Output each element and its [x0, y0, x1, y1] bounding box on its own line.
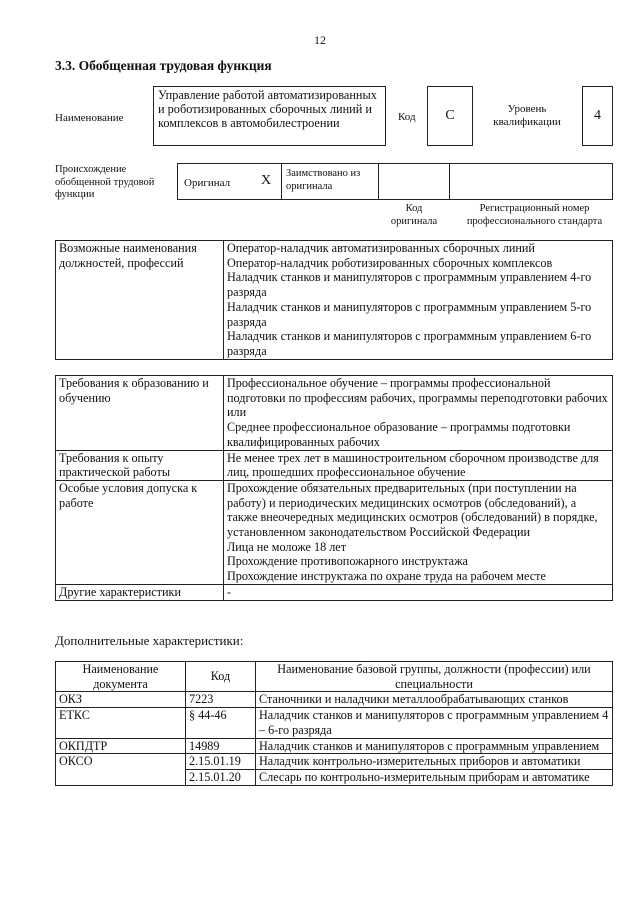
table-row	[56, 738, 613, 754]
position-item: Наладчик станков и манипуляторов с программным управлением 6-го разряда	[227, 329, 592, 358]
name-value: Управление работой автоматизированных и роботизированных сборочных линий и комплексов в автомобилестроении	[153, 86, 386, 146]
original-label: Оригинал	[184, 177, 231, 189]
name-cell: Наладчик станков и манипуляторов с программным управлением 4 – 6-го разряда	[256, 708, 613, 738]
experience-value	[224, 450, 613, 480]
text-line: Не менее трех лет в машиностроительном сборочном производстве для лиц, прошедших профессиональное обучение	[227, 450, 599, 480]
code-value: C	[427, 86, 473, 146]
additional-caption: Дополнительные характеристики:	[55, 633, 244, 648]
name-cell: Наладчик контрольно-измерительных приборов и автоматики	[256, 754, 613, 770]
table-row	[56, 754, 613, 770]
experience-label: Требования к опыту практической работы	[56, 450, 224, 480]
education-value	[224, 376, 613, 451]
conditions-value	[224, 480, 613, 584]
text-line: Прохождение обязательных предварительных (при поступлении на работу) и периодических медицинских осмотров (обследований), а также внеочередных медицинских осмотров (обследований) в порядке, установленном законодательством Российской Федерации	[227, 480, 598, 540]
column-header: Наименование документа	[56, 662, 186, 692]
other-value	[224, 584, 613, 600]
borrowed-label: Заимствовано из оригинала	[286, 168, 361, 192]
name-label: Наименование	[55, 112, 124, 124]
education-label: Требования к образованию и обучению	[56, 376, 224, 451]
position-item: Наладчик станков и манипуляторов с программным управлением 5-го разряда	[227, 299, 592, 329]
code-cell: § 44-46	[186, 708, 256, 738]
original-mark: X	[261, 173, 272, 188]
page-number: 12	[314, 33, 326, 47]
table-header-row	[56, 662, 613, 692]
column-header: Код	[186, 662, 256, 692]
position-item: Оператор-наладчик роботизированных сборочных комплексов	[227, 255, 553, 270]
text-line: или	[227, 405, 247, 420]
column-header: Наименование базовой группы, должности (профессии) или специальности	[256, 662, 613, 692]
doc-cell: ОКПДТР	[56, 738, 186, 754]
text-line: -	[227, 584, 232, 599]
other-label: Другие характеристики	[56, 584, 224, 600]
level-value: 4	[582, 86, 613, 146]
name-cell: Станочники и наладчики металлообрабатывающих станков	[256, 692, 613, 708]
requirements-table	[55, 375, 613, 601]
code-label: Код	[398, 111, 416, 123]
doc-cell: ОКЗ	[56, 692, 186, 708]
positions-table	[55, 240, 613, 360]
text-line: Среднее профессиональное образование – программы подготовки квалифицированных рабочих	[227, 420, 571, 449]
code-cell: 2.15.01.19	[186, 754, 256, 770]
additional-table	[55, 661, 613, 786]
section-title: 3.3. Обобщенная трудовая функция	[55, 58, 272, 73]
position-item: Наладчик станков и манипуляторов с программным управлением 4-го разряда	[227, 270, 592, 300]
doc-cell: ОКСО	[56, 754, 186, 785]
text-line: Прохождение противопожарного инструктажа	[227, 554, 468, 569]
origin-frame	[177, 163, 613, 200]
text-line: Прохождение инструктажа по охране труда на рабочем месте	[227, 569, 546, 584]
name-cell: Наладчик станков и манипуляторов с программным управлением	[256, 738, 613, 754]
divider	[378, 163, 379, 200]
divider	[281, 163, 282, 200]
origin-label: Происхождение обобщенной трудовой функции	[55, 164, 155, 200]
text-line: Лица не моложе 18 лет	[227, 539, 347, 554]
code-cell: 14989	[186, 738, 256, 754]
text-line: Профессиональное обучение – программы профессиональной подготовки по профессиям рабочих, программы переподготовки рабочих	[227, 376, 608, 405]
conditions-label: Особые условия допуска к работе	[56, 480, 224, 584]
code-cell: 2.15.01.20	[186, 769, 256, 785]
code-original-caption: Код оригинала	[390, 203, 438, 227]
doc-cell: ЕТКС	[56, 708, 186, 738]
positions-list	[224, 241, 613, 360]
code-cell: 7223	[186, 692, 256, 708]
reg-number-caption: Регистрационный номер профессионального стандарта	[466, 203, 603, 227]
divider	[449, 163, 450, 200]
positions-label: Возможные наименования должностей, профессий	[56, 241, 224, 360]
table-row	[56, 692, 613, 708]
level-label: Уровень квалификации	[493, 103, 561, 128]
position-item: Оператор-наладчик автоматизированных сборочных линий	[227, 241, 535, 255]
table-row	[56, 708, 613, 738]
name-cell: Слесарь по контрольно-измерительным приборам и автоматике	[256, 769, 613, 785]
